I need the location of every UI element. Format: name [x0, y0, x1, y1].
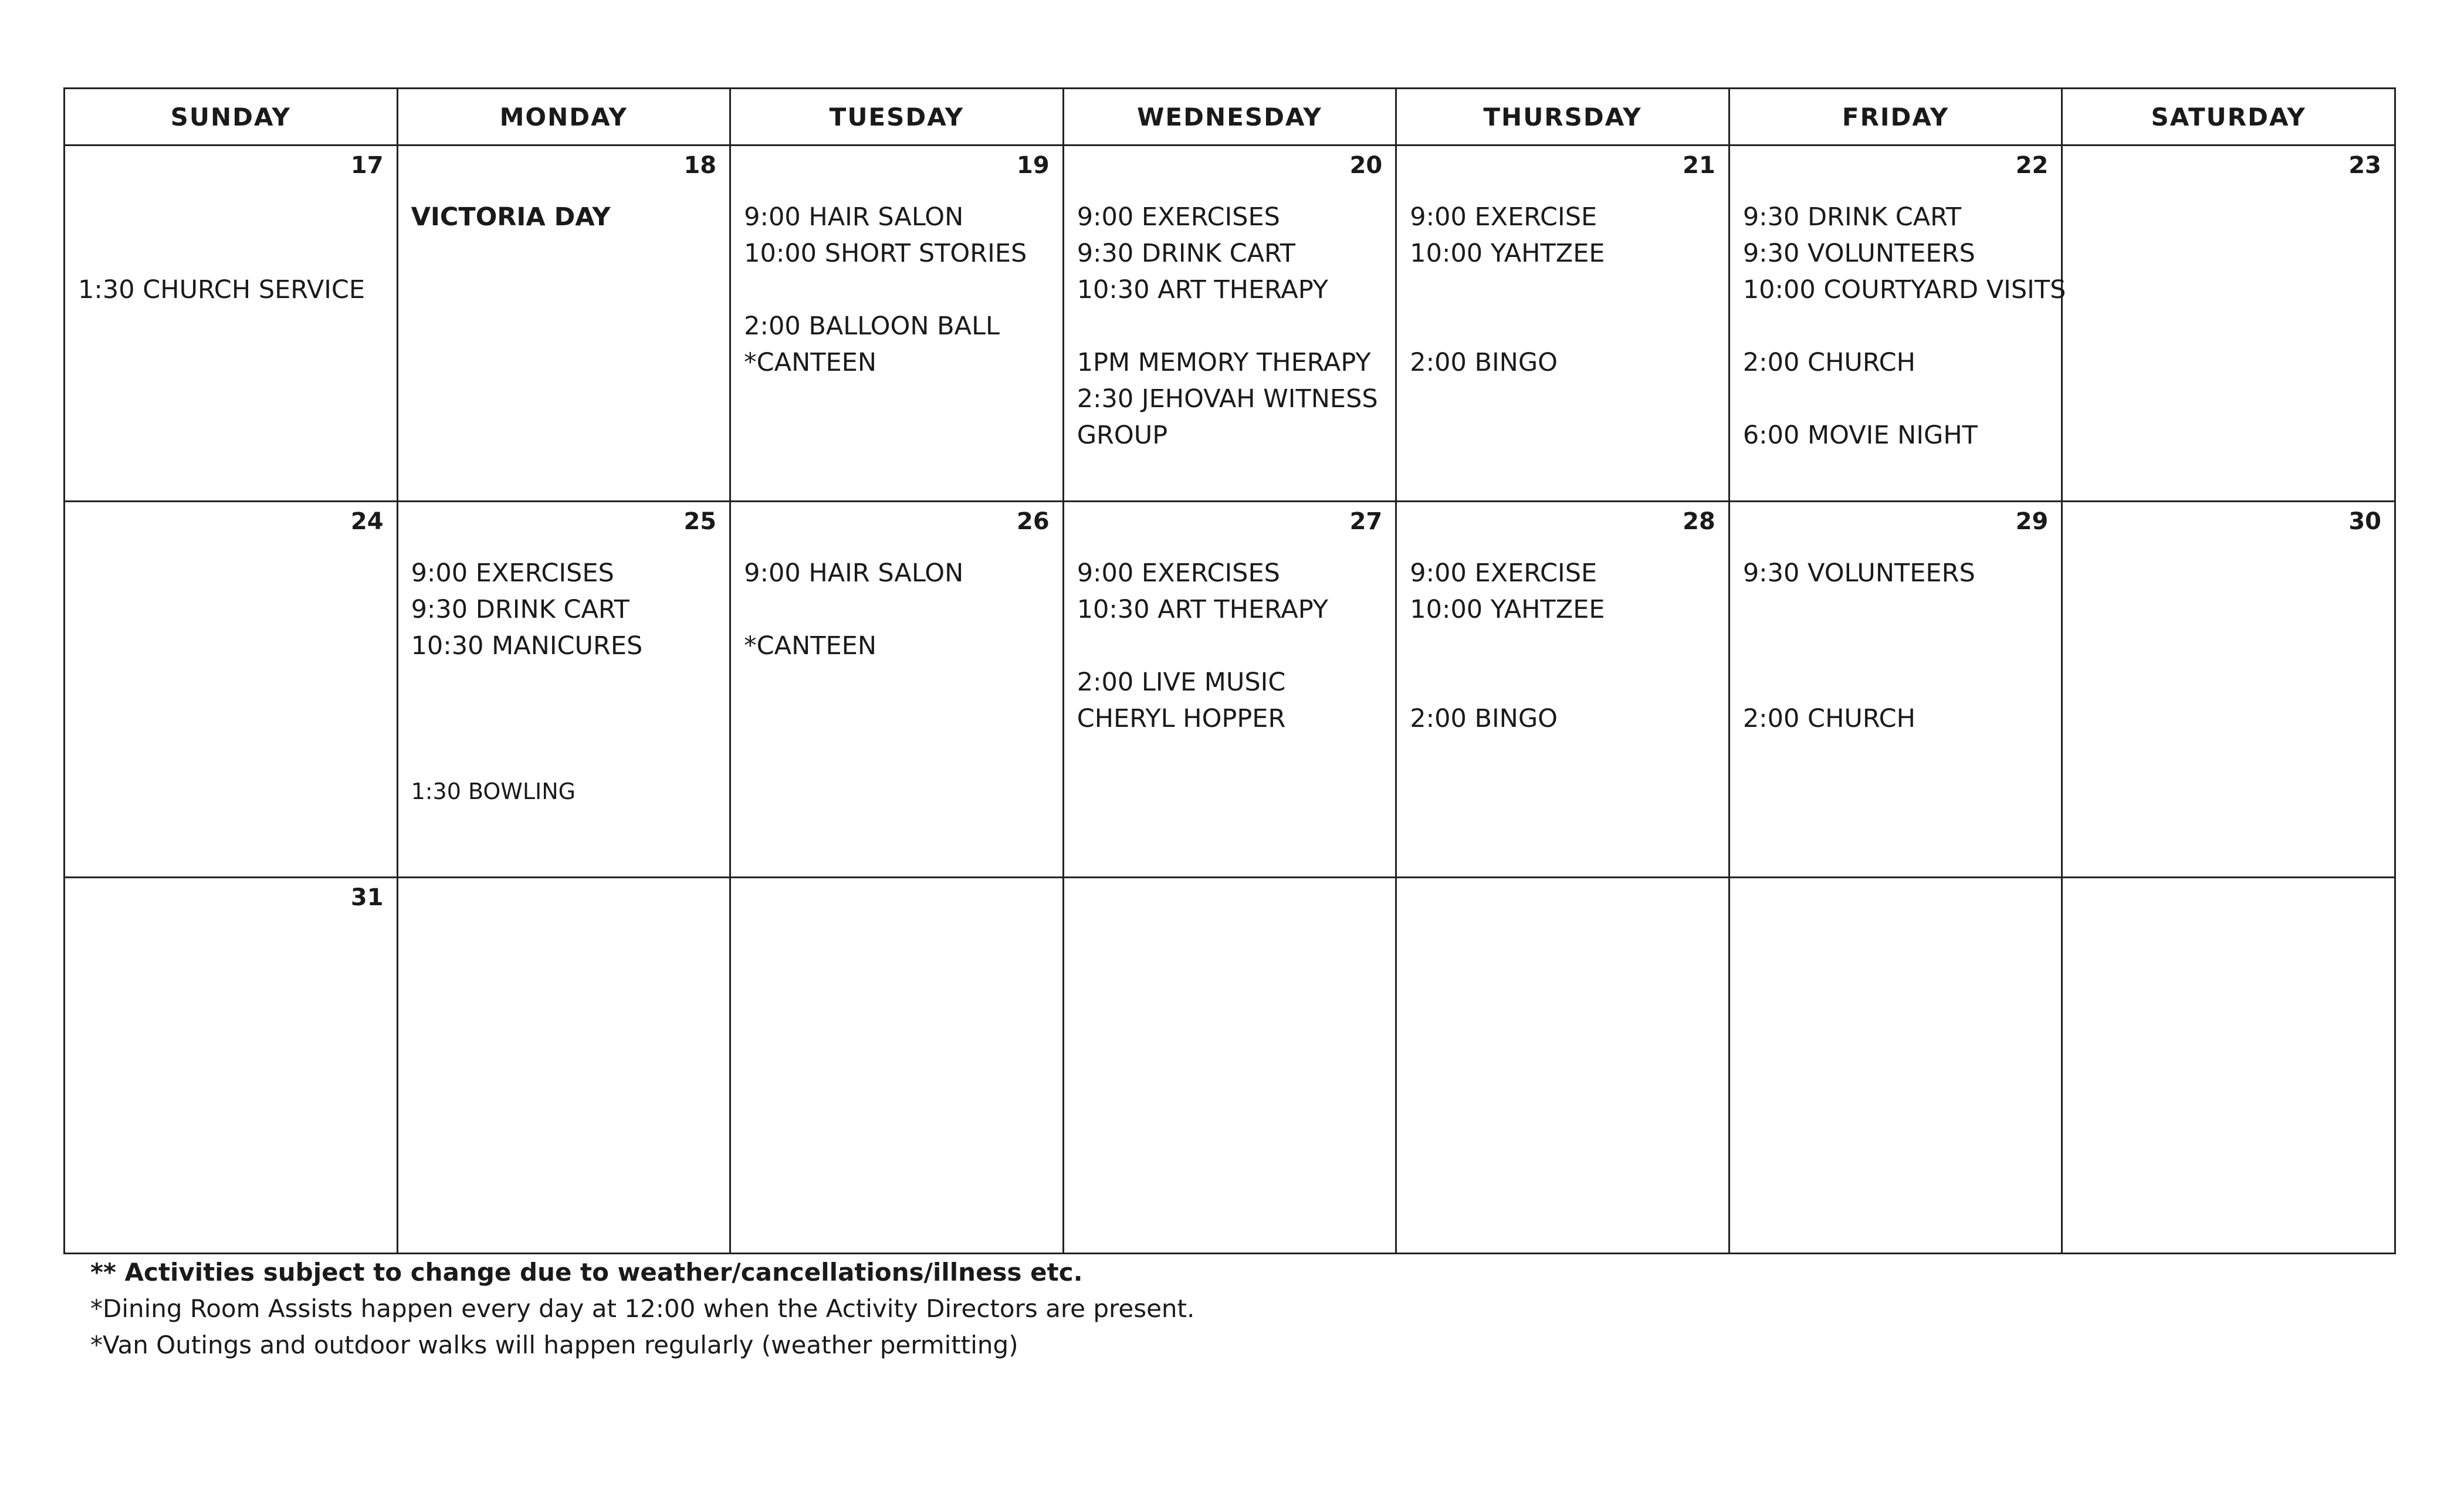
monthly-calendar	[63, 87, 2396, 1254]
day-cell-31	[65, 878, 398, 1254]
day-number: 17	[350, 152, 384, 179]
note-van-outings: *Van Outings and outdoor walks will happen regularly (weather permitting)	[90, 1331, 1018, 1359]
day-cell-25	[397, 502, 730, 878]
day-number: 29	[2015, 508, 2049, 535]
day-cell-19	[730, 145, 1064, 502]
event-item: 2:30 JEHOVAH WITNESS	[1077, 384, 1378, 414]
event-item: *CANTEEN	[744, 631, 877, 661]
event-item: 9:00 EXERCISES	[1077, 559, 1280, 588]
day-cell-27	[1063, 502, 1396, 878]
event-item: 10:30 ART THERAPY	[1077, 595, 1328, 624]
event-item: GROUP	[1077, 421, 1168, 450]
event-item: 9:00 EXERCISE	[1410, 202, 1597, 232]
day-number: 20	[1349, 152, 1383, 179]
event-item: 9:00 HAIR SALON	[744, 559, 964, 588]
event-item: 10:00 SHORT STORIES	[744, 239, 1027, 268]
event-item: 10:00 YAHTZEE	[1410, 595, 1605, 624]
week-row	[65, 878, 2395, 1254]
week-row	[65, 502, 2395, 878]
weekday-wednesday: WEDNESDAY	[1063, 89, 1396, 145]
day-number: 27	[1349, 508, 1383, 535]
event-item: 9:00 EXERCISES	[411, 559, 614, 588]
empty-day-cell	[1396, 878, 1729, 1254]
weekday-monday: MONDAY	[397, 89, 730, 145]
empty-day-cell	[1063, 878, 1396, 1254]
day-cell-24	[65, 502, 398, 878]
day-number: 23	[2348, 152, 2381, 179]
week-row	[65, 145, 2395, 502]
day-cell-22	[1729, 145, 2066, 502]
event-item: 1:30 CHURCH SERVICE	[78, 275, 365, 304]
event-item: 2:00 CHURCH	[1742, 348, 1915, 377]
day-cell-29	[1729, 502, 2062, 878]
empty-day-cell	[730, 878, 1064, 1254]
event-item: 9:00 HAIR SALON	[744, 202, 964, 232]
event-item: 2:00 LIVE MUSIC	[1077, 668, 1286, 697]
event-item: 2:00 CHURCH	[1742, 704, 1915, 733]
day-number: 19	[1017, 152, 1050, 179]
day-number: 26	[1017, 508, 1050, 535]
day-cell-26	[730, 502, 1064, 878]
weekday-header-row	[65, 89, 2395, 145]
day-number: 21	[1683, 152, 1715, 179]
event-item: 6:00 MOVIE NIGHT	[1742, 421, 1978, 450]
day-cell-17	[65, 145, 398, 502]
day-cell-23	[2062, 145, 2395, 502]
day-cell-30	[2062, 502, 2395, 878]
event-item: 9:30 DRINK CART	[1077, 239, 1296, 268]
event-item: 1:30 BOWLING	[411, 779, 576, 804]
note-dining-room: *Dining Room Assists happen every day at 12:00 when the Activity Directors are present.	[90, 1294, 1195, 1323]
note-disclaimer: ** Activities subject to change due to weather/cancellations/illness etc.	[90, 1258, 1083, 1287]
day-number: 28	[1683, 508, 1715, 535]
day-cell-21	[1396, 145, 1729, 502]
event-item: 2:00 BINGO	[1410, 348, 1558, 377]
event-item: CHERYL HOPPER	[1077, 704, 1286, 733]
weekday-friday: FRIDAY	[1729, 89, 2062, 145]
empty-day-cell	[397, 878, 730, 1254]
event-item: 9:00 EXERCISE	[1410, 559, 1597, 588]
event-item: 9:30 DRINK CART	[1742, 202, 1962, 232]
day-cell-18	[397, 145, 730, 502]
holiday-label: VICTORIA DAY	[411, 202, 611, 232]
event-item: 9:30 VOLUNTEERS	[1742, 559, 1975, 588]
event-item: 2:00 BALLOON BALL	[744, 312, 1000, 341]
weekday-tuesday: TUESDAY	[730, 89, 1064, 145]
day-number: 25	[683, 508, 717, 535]
day-cell-28	[1396, 502, 1729, 878]
day-cell-20	[1063, 145, 1396, 502]
day-number: 22	[2015, 152, 2049, 179]
weekday-thursday: THURSDAY	[1396, 89, 1729, 145]
empty-day-cell	[2062, 878, 2395, 1254]
event-item: 1PM MEMORY THERAPY	[1077, 348, 1371, 377]
event-item: 10:30 MANICURES	[411, 631, 643, 661]
weekday-saturday: SATURDAY	[2062, 89, 2395, 145]
event-item: 10:00 YAHTZEE	[1410, 239, 1605, 268]
day-number: 31	[350, 884, 384, 911]
day-number: 24	[350, 508, 384, 535]
calendar-notes	[90, 1254, 1194, 1363]
day-number: 18	[683, 152, 717, 179]
event-item: 10:00 COURTYARD VISITS	[1742, 275, 2066, 304]
empty-day-cell	[1729, 878, 2062, 1254]
weekday-sunday: SUNDAY	[65, 89, 398, 145]
day-number: 30	[2348, 508, 2381, 535]
event-item: *CANTEEN	[744, 348, 877, 377]
event-item: 9:30 VOLUNTEERS	[1742, 239, 1975, 268]
event-item: 2:00 BINGO	[1410, 704, 1558, 733]
event-item: 9:30 DRINK CART	[411, 595, 629, 624]
event-item: 9:00 EXERCISES	[1077, 202, 1280, 232]
event-item: 10:30 ART THERAPY	[1077, 275, 1328, 304]
